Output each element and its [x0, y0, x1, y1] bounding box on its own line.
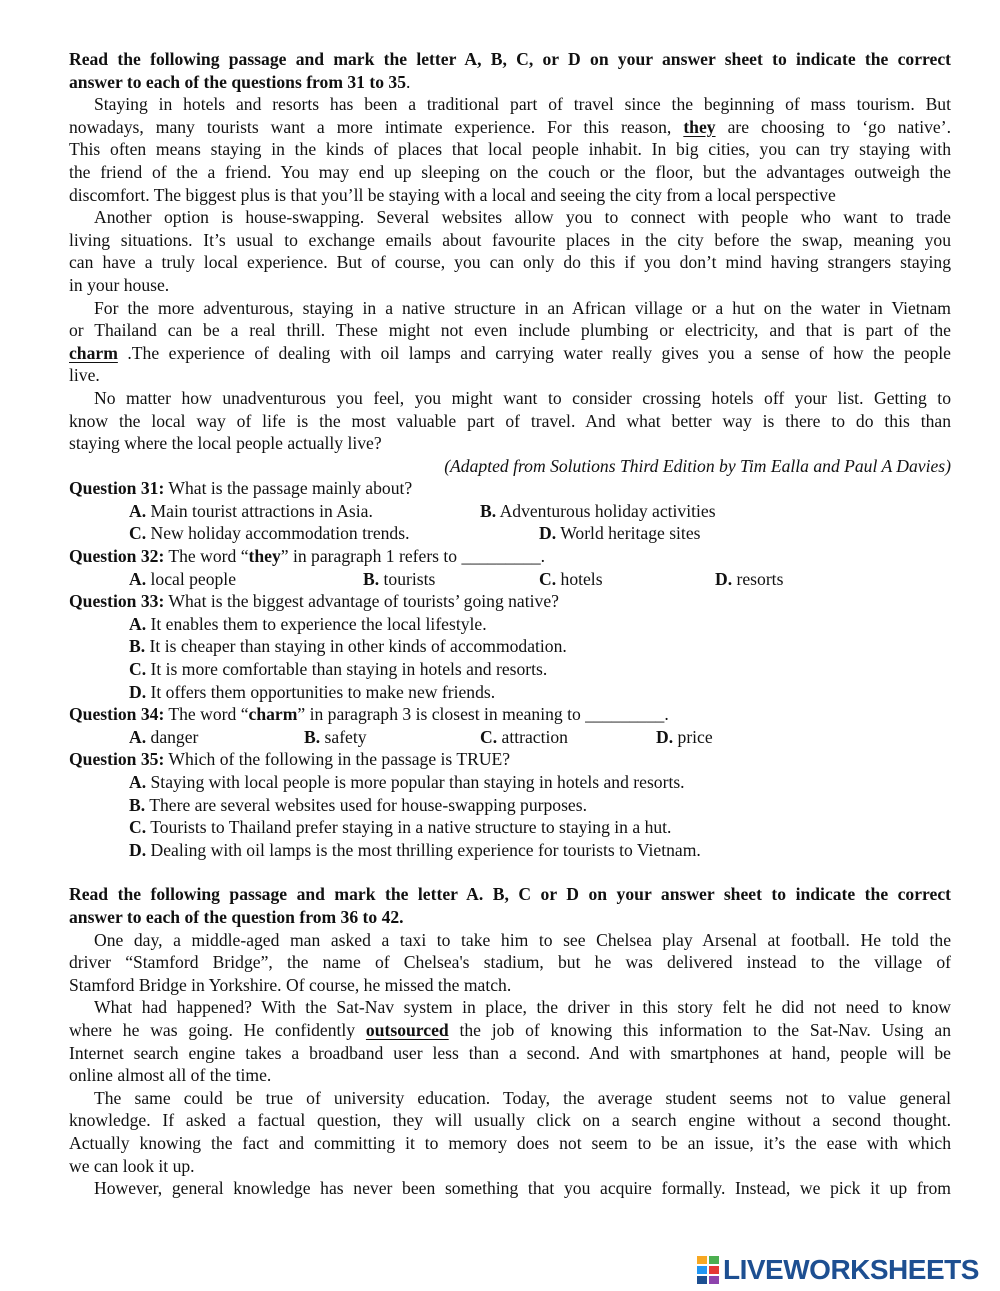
question-31-options-row-2 — [69, 522, 951, 545]
q35-option-b[interactable]: B. There are several websites used for house-swapping purposes. — [129, 794, 587, 815]
s2-p2-line-2-post: the job of knowing this information to the Sat-Nav. Using an — [448, 1019, 951, 1040]
q35-option-a[interactable]: A. Staying with local people is more popular than staying in hotels and resorts. — [129, 772, 685, 792]
underlined-word-charm: charm — [69, 342, 118, 363]
section2-instruction-line-1: Read the following passage and mark the letter A. B, C or D on your answer sheet to indicate the correct — [69, 884, 951, 905]
s1-p3-line-3-post: .The experience of dealing with oil lamps and carrying water really gives you a sense of how the people — [117, 342, 951, 363]
q31-option-d[interactable]: D. World heritage sites — [539, 523, 701, 544]
s2-p3-line-1: The same could be true of university education. Today, the average student seems not to value general — [94, 1087, 951, 1108]
underlined-word-they: they — [683, 116, 716, 137]
question-35-text: Which of the following in the passage is TRUE? — [164, 749, 511, 770]
section2-instruction-line-2: answer to each of the question from 36 to 42. — [69, 906, 404, 927]
liveworksheets-logo[interactable] — [697, 1252, 979, 1288]
s1-p3-line-3 — [69, 342, 951, 365]
liveworksheets-logo-text: LIVEWORKSHEETS — [723, 1254, 979, 1285]
q34-option-d[interactable]: D. price — [656, 726, 713, 747]
s1-p1-line-3: This often means staying in the kinds of places that local people inhabit. In big cities, you can try staying with — [69, 139, 951, 160]
q33-option-c[interactable]: C. It is more comfortable than staying in hotels and resorts. — [129, 659, 548, 680]
question-32-options — [69, 568, 951, 591]
question-33-text: What is the biggest advantage of tourists’ going native? — [164, 591, 559, 612]
s2-p3-line-4: we can look it up. — [69, 1155, 195, 1176]
q34-option-b[interactable]: B. safety — [304, 726, 367, 747]
q35-option-c[interactable]: C. Tourists to Thailand prefer staying in a native structure to staying in a hut. — [129, 817, 672, 838]
q31-option-a[interactable]: A. Main tourist attractions in Asia. — [129, 500, 373, 521]
s1-p1-line-2 — [69, 116, 951, 139]
worksheet-page — [69, 48, 951, 1200]
passage-source: (Adapted from Solutions Third Edition by Tim Ealla and Paul A Davies) — [444, 455, 951, 476]
q32-option-a[interactable]: A. local people — [129, 568, 237, 589]
question-33-label: Question 33: — [69, 591, 165, 612]
q31-option-b[interactable]: B. Adventurous holiday activities — [480, 500, 716, 521]
q32-option-c[interactable]: C. hotels — [539, 568, 603, 589]
q31-option-c[interactable]: C. New holiday accommodation trends. — [129, 523, 410, 544]
liveworksheets-logo-icon — [697, 1256, 719, 1284]
s1-p2-line-3: can have a truly local experience. But of course, you can only do this if you don’t mind having strangers staying — [69, 252, 951, 273]
s2-p2-line-2 — [69, 1019, 951, 1042]
s1-p4-line-1: No matter how unadventurous you feel, you might want to consider crossing hotels off your list. Getting to — [94, 387, 951, 408]
s1-p1-line-2-post: are choosing to ‘go native’. — [715, 116, 951, 137]
question-32-word: they — [248, 546, 281, 567]
s1-p4-line-3: staying where the local people actually live? — [69, 433, 382, 454]
question-31-text: What is the passage mainly about? — [164, 478, 413, 499]
question-35-label: Question 35: — [69, 749, 165, 770]
s1-p3-line-1: For the more adventurous, staying in a native structure in an African village or a hut on the water in Vietnam — [94, 297, 951, 318]
s2-p4-line-1: However, general knowledge has never been something that you acquire formally. Instead, we pick it up from — [94, 1178, 951, 1199]
s1-p2-line-2: living situations. It’s usual to exchange emails about favourite places in the city before the swap, meaning you — [69, 229, 951, 250]
q33-option-b[interactable]: B. It is cheaper than staying in other kinds of accommodation. — [129, 636, 567, 657]
s1-p3-line-4: live. — [69, 365, 100, 386]
s1-p2-line-1: Another option is house-swapping. Several websites allow you to connect with people who want to trade — [94, 207, 951, 228]
section1-instruction-period: . — [406, 71, 411, 92]
q33-option-d[interactable]: D. It offers them opportunities to make new friends. — [129, 681, 496, 702]
s2-p2-line-1: What had happened? With the Sat-Nav system in place, the driver in this story felt he did not need to know — [94, 997, 951, 1018]
question-31-label: Question 31: — [69, 478, 165, 499]
question-32: Question 32: The word “they” in paragraph 1 refers to _________. — [69, 546, 546, 567]
s2-p1-line-2: driver “Stamford Bridge”, the name of Chelsea's stadium, but he was delivered instead to the village of — [69, 952, 951, 973]
s1-p1-line-4: the friend of the a friend. You may end up sleeping on the couch or the floor, but the advantages outweigh the — [69, 161, 951, 182]
section1-instruction-bold: answer to each of the questions from 31 to 35 — [69, 71, 407, 92]
s2-p2-line-3: Internet search engine takes a broadband user less than a second. And with smartphones at hand, people will be — [69, 1042, 951, 1063]
s1-p2-line-4: in your house. — [69, 274, 170, 295]
q32-option-d[interactable]: D. resorts — [715, 568, 784, 589]
s1-p1-line-2-pre: nowadays, many tourists want a more intimate experience. For this reason, — [69, 116, 684, 137]
s1-p1-line-5: discomfort. The biggest plus is that you’ll be staying with a local and seeing the city from a local perspective — [69, 184, 836, 205]
s2-p2-line-2-pre: where he was going. He confidently — [69, 1019, 366, 1040]
s2-p3-line-3: Actually knowing the fact and committing it to memory does not seem to be an issue, it’s the ease with which — [69, 1132, 951, 1153]
s2-p1-line-1: One day, a middle-aged man asked a taxi to take him to see Chelsea play Arsenal at football. He told the — [94, 929, 951, 950]
question-34-word: charm — [248, 704, 298, 725]
s1-p4-line-2: know the local way of life is the most valuable part of travel. And what better way is there to do this than — [69, 410, 951, 431]
q34-option-a[interactable]: A. danger — [129, 726, 199, 747]
question-33 — [69, 590, 951, 613]
s2-p2-line-4: online almost all of the time. — [69, 1065, 272, 1086]
q35-option-d[interactable]: D. Dealing with oil lamps is the most thrilling experience for tourists to Vietnam. — [129, 839, 701, 860]
s1-p1-line-1: Staying in hotels and resorts has been a traditional part of travel since the beginning of mass tourism. But — [94, 94, 951, 115]
question-34: Question 34: The word “charm” in paragraph 3 is closest in meaning to _________. — [69, 704, 669, 725]
question-31-options-row-1 — [69, 500, 951, 523]
section1-instruction-line-1: Read the following passage and mark the letter A, B, C, or D on your answer sheet to indicate the correct — [69, 49, 951, 69]
question-35 — [69, 748, 951, 771]
q34-option-c[interactable]: C. attraction — [480, 726, 568, 747]
question-34-options — [69, 726, 951, 749]
s2-p1-line-3: Stamford Bridge in Yorkshire. Of course, he missed the match. — [69, 974, 512, 995]
q32-option-b[interactable]: B. tourists — [363, 568, 436, 589]
s2-p3-line-2: knowledge. If asked a factual question, they will usually click on a search engine without a second thought. — [69, 1110, 951, 1131]
underlined-word-outsourced: outsourced — [365, 1019, 449, 1040]
section1-instruction-line-2 — [69, 71, 951, 94]
s1-p3-line-2: or Thailand can be a real thrill. These might not even include plumbing or electricity, and that is part of the — [69, 320, 951, 341]
q33-option-a[interactable]: A. It enables them to experience the local lifestyle. — [129, 613, 487, 634]
question-34-label: Question 34: — [69, 704, 165, 725]
question-32-label: Question 32: — [69, 546, 165, 567]
question-31 — [69, 477, 951, 500]
section-gap — [69, 861, 951, 883]
